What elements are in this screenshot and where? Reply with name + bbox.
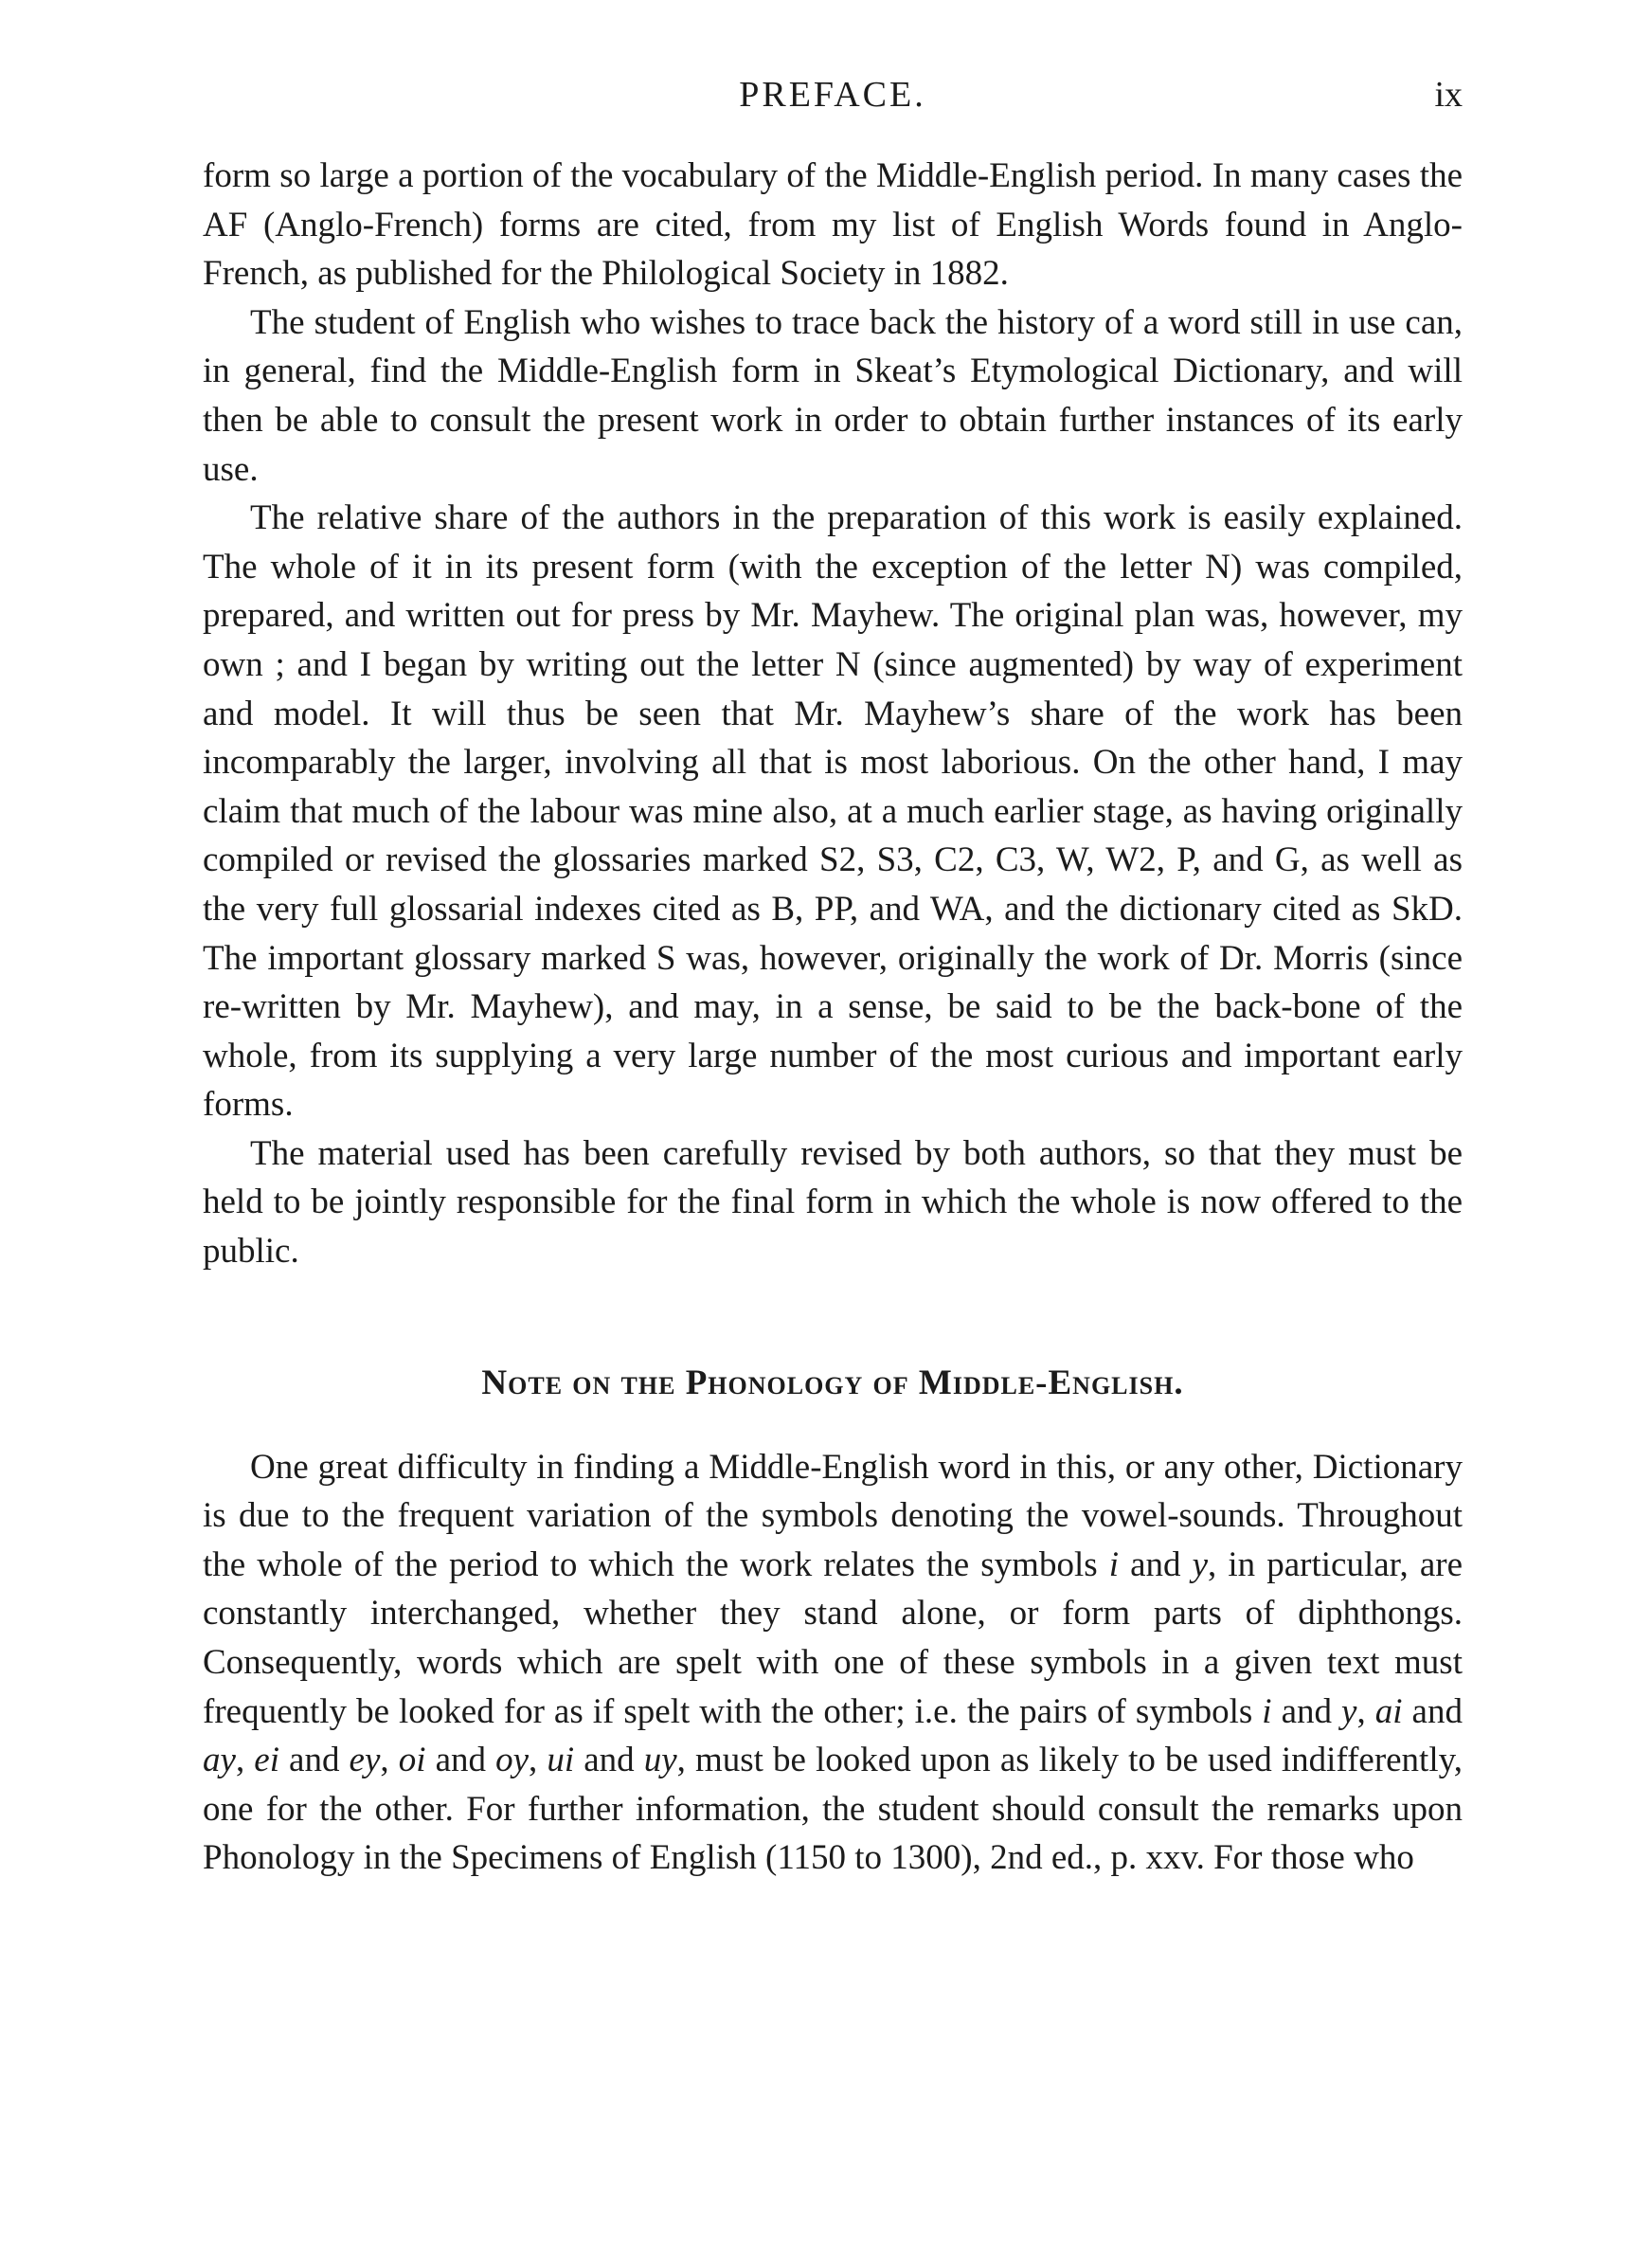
symbol-pair-ui: ui bbox=[547, 1741, 575, 1780]
symbol-pair-y: y bbox=[1341, 1691, 1357, 1731]
text-run: and bbox=[1119, 1544, 1193, 1584]
symbol-y: y bbox=[1192, 1544, 1209, 1584]
text-run: and bbox=[574, 1741, 644, 1780]
text-run: , bbox=[529, 1741, 548, 1780]
text-run: and bbox=[278, 1741, 350, 1780]
page-number: ix bbox=[1434, 75, 1463, 115]
paragraph-student: The student of English who wishes to trace back the history of a word still in use can, in general, find the Middle-English form in Skeat’s Etymological Dictionary, and will then be able to consult the present work in order to obtain further instances of its early use. bbox=[203, 302, 1463, 489]
text-run: , bbox=[235, 1741, 255, 1780]
symbol-pair-ei: ei bbox=[254, 1741, 279, 1780]
text-run: One great difficulty in finding a Middle-English word in this, or any other, Dictionary is due to the frequent variation of the symbols denoting the vowel-sounds. Throughout the whole of the period to which the work relates the symbols bbox=[203, 1447, 1463, 1584]
symbol-i: i bbox=[1108, 1544, 1119, 1584]
symbol-pair-uy: uy bbox=[643, 1741, 677, 1780]
text-run: , bbox=[380, 1741, 399, 1780]
text-run: and bbox=[1402, 1691, 1463, 1731]
paragraph-phonology bbox=[203, 1443, 1463, 1883]
symbol-pair-ai: ai bbox=[1374, 1691, 1403, 1731]
text-run: and bbox=[1271, 1691, 1342, 1731]
paragraph-authors-share: The relative share of the authors in the preparation of this work is easily explained. The whole of it in its present form (with the exception of the letter N) was compiled, prepared, and written out for press by Mr. Mayhew. The original plan was, however, my own ; and I began by writing out the letter N (since augmented) by way of experiment and model. It will thus be seen that Mr. Mayhew’s share of the work has been incomparably the larger, involving all that is most laborious. On the other hand, I may claim that much of the labour was mine also, at a much earlier stage, as having originally compiled or revised the glossaries marked S2, S3, C2, C3, W, W2, P, and G, as well as the very full glossarial indexes cited as B, PP, and WA, and the dictionary cited as SkD. The important glossary marked S was, however, originally the work of Dr. Morris (since re-written by Mr. Mayhew), and may, in a sense, be said to be the back-bone of the whole, from its supplying a very large number of the most curious and important early forms. bbox=[203, 498, 1463, 1125]
text-run: , bbox=[1356, 1691, 1375, 1731]
symbol-pair-ey: ey bbox=[349, 1741, 381, 1780]
symbol-pair-ay: ay bbox=[203, 1741, 236, 1780]
text-run: and bbox=[425, 1741, 496, 1780]
section-heading: Note on the Phonology of Middle-English. bbox=[481, 1363, 1184, 1402]
text-run: , must be looked upon as likely to be used indifferently, one for the other. For further information, the student should consult the remarks upon Phonology in the Specimens of English (1150 to 1300), 2nd ed., p. xxv. For those who bbox=[203, 1741, 1463, 1878]
text-block bbox=[203, 152, 1463, 1883]
symbol-pair-i: i bbox=[1262, 1691, 1272, 1731]
text-run: , in particular, are constantly interchanged, whether they stand alone, or form parts of diphthongs. Consequently, words which are spelt with one of these symbols in a given text must frequently be looked for as if spelt with the other; i.e. the pairs of symbols bbox=[203, 1544, 1463, 1731]
running-head bbox=[203, 74, 1463, 121]
paragraph-revision: The material used has been carefully revised by both authors, so that they must be held to be jointly responsible for the final form in which the whole is now offered to the public. bbox=[203, 1133, 1463, 1272]
running-title: PREFACE. bbox=[739, 75, 926, 115]
symbol-pair-oi: oi bbox=[398, 1741, 426, 1780]
symbol-pair-oy: oy bbox=[495, 1741, 530, 1780]
paragraph-continued: form so large a portion of the vocabulary of the Middle-English period. In many cases the AF (Anglo-French) forms are cited, from my list of English Words found in Anglo-French, as published for the Philological Society in 1882. bbox=[203, 156, 1463, 294]
